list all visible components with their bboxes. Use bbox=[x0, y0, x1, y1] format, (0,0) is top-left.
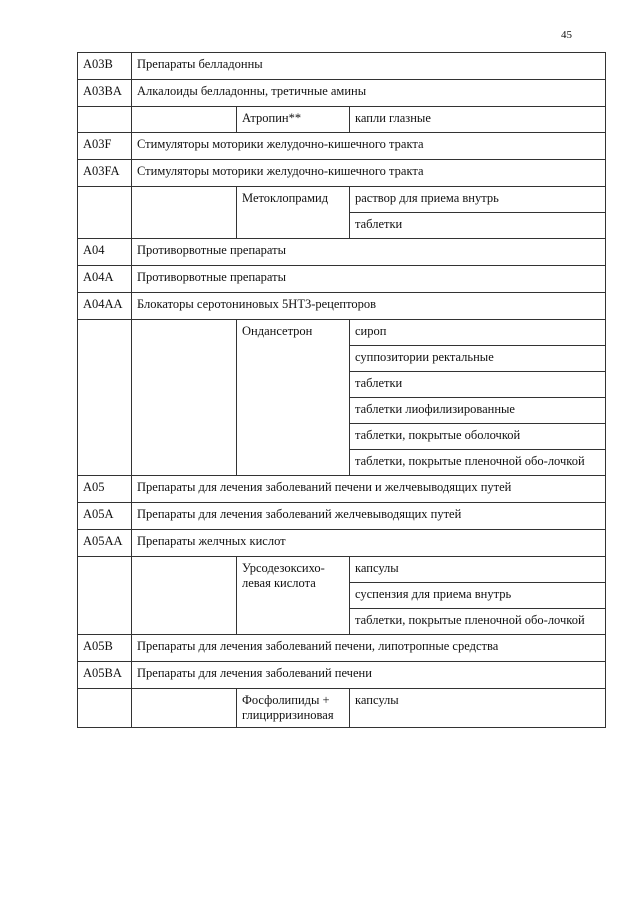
group-name: Противорвотные препараты bbox=[132, 266, 606, 293]
group-name: Противорвотные препараты bbox=[132, 239, 606, 266]
atc-code: A04A bbox=[78, 266, 132, 293]
group-name: Стимуляторы моторики желудочно-кишечного тракта bbox=[132, 133, 606, 160]
drug-name: Атропин** bbox=[237, 107, 350, 133]
dosage-form: раствор для приема внутрь bbox=[350, 187, 606, 213]
empty-cell bbox=[132, 107, 237, 133]
table-row bbox=[78, 320, 606, 346]
table-row bbox=[78, 80, 606, 107]
empty-cell bbox=[78, 320, 132, 476]
empty-cell bbox=[132, 320, 237, 476]
page-number: 45 bbox=[561, 29, 572, 41]
table-row bbox=[78, 187, 606, 213]
group-name: Препараты для лечения заболеваний печени, липотропные средства bbox=[132, 635, 606, 662]
table-row bbox=[78, 293, 606, 320]
table-row bbox=[78, 53, 606, 80]
drug-name: Урсодезоксихо-левая кислота bbox=[237, 557, 350, 635]
atc-code: A05 bbox=[78, 476, 132, 503]
group-name: Препараты для лечения заболеваний печени и желчевыводящих путей bbox=[132, 476, 606, 503]
table-row bbox=[78, 689, 606, 728]
group-name: Блокаторы серотониновых 5HT3-рецепторов bbox=[132, 293, 606, 320]
atc-code: A05BA bbox=[78, 662, 132, 689]
dosage-form: таблетки bbox=[350, 213, 606, 239]
table-row bbox=[78, 530, 606, 557]
table-row bbox=[78, 476, 606, 503]
group-name: Стимуляторы моторики желудочно-кишечного тракта bbox=[132, 160, 606, 187]
dosage-form: таблетки, покрытые пленочной обо-лочкой bbox=[350, 609, 606, 635]
empty-cell bbox=[78, 689, 132, 728]
dosage-form: таблетки, покрытые оболочкой bbox=[350, 424, 606, 450]
empty-cell bbox=[78, 107, 132, 133]
atc-code: A05A bbox=[78, 503, 132, 530]
drug-classification-table bbox=[77, 52, 606, 728]
drug-name: Ондансетрон bbox=[237, 320, 350, 476]
dosage-form: капсулы bbox=[350, 557, 606, 583]
table-row bbox=[78, 662, 606, 689]
atc-code: A04AA bbox=[78, 293, 132, 320]
atc-code: A05AA bbox=[78, 530, 132, 557]
group-name: Алкалоиды белладонны, третичные амины bbox=[132, 80, 606, 107]
table-row bbox=[78, 557, 606, 583]
table-row bbox=[78, 107, 606, 133]
table-row bbox=[78, 239, 606, 266]
group-name: Препараты для лечения заболеваний печени bbox=[132, 662, 606, 689]
table-row bbox=[78, 160, 606, 187]
atc-code: A03B bbox=[78, 53, 132, 80]
empty-cell bbox=[78, 557, 132, 635]
dosage-form: капли глазные bbox=[350, 107, 606, 133]
table-row bbox=[78, 503, 606, 530]
dosage-form: сироп bbox=[350, 320, 606, 346]
dosage-form: таблетки bbox=[350, 372, 606, 398]
dosage-form: капсулы bbox=[350, 689, 606, 728]
group-name: Препараты белладонны bbox=[132, 53, 606, 80]
dosage-form: суспензия для приема внутрь bbox=[350, 583, 606, 609]
empty-cell bbox=[132, 689, 237, 728]
group-name: Препараты для лечения заболеваний желчевыводящих путей bbox=[132, 503, 606, 530]
empty-cell bbox=[132, 187, 237, 239]
atc-code: A03BA bbox=[78, 80, 132, 107]
dosage-form: суппозитории ректальные bbox=[350, 346, 606, 372]
atc-code: A04 bbox=[78, 239, 132, 266]
drug-name: Метоклопрамид bbox=[237, 187, 350, 239]
atc-code: A05B bbox=[78, 635, 132, 662]
group-name: Препараты желчных кислот bbox=[132, 530, 606, 557]
table-row bbox=[78, 266, 606, 293]
dosage-form: таблетки лиофилизированные bbox=[350, 398, 606, 424]
atc-code: A03FA bbox=[78, 160, 132, 187]
dosage-form: таблетки, покрытые пленочной обо-лочкой bbox=[350, 450, 606, 476]
atc-code: A03F bbox=[78, 133, 132, 160]
empty-cell bbox=[132, 557, 237, 635]
table-row bbox=[78, 635, 606, 662]
drug-name: Фосфолипиды + глицирризиновая bbox=[237, 689, 350, 728]
table-row bbox=[78, 133, 606, 160]
empty-cell bbox=[78, 187, 132, 239]
